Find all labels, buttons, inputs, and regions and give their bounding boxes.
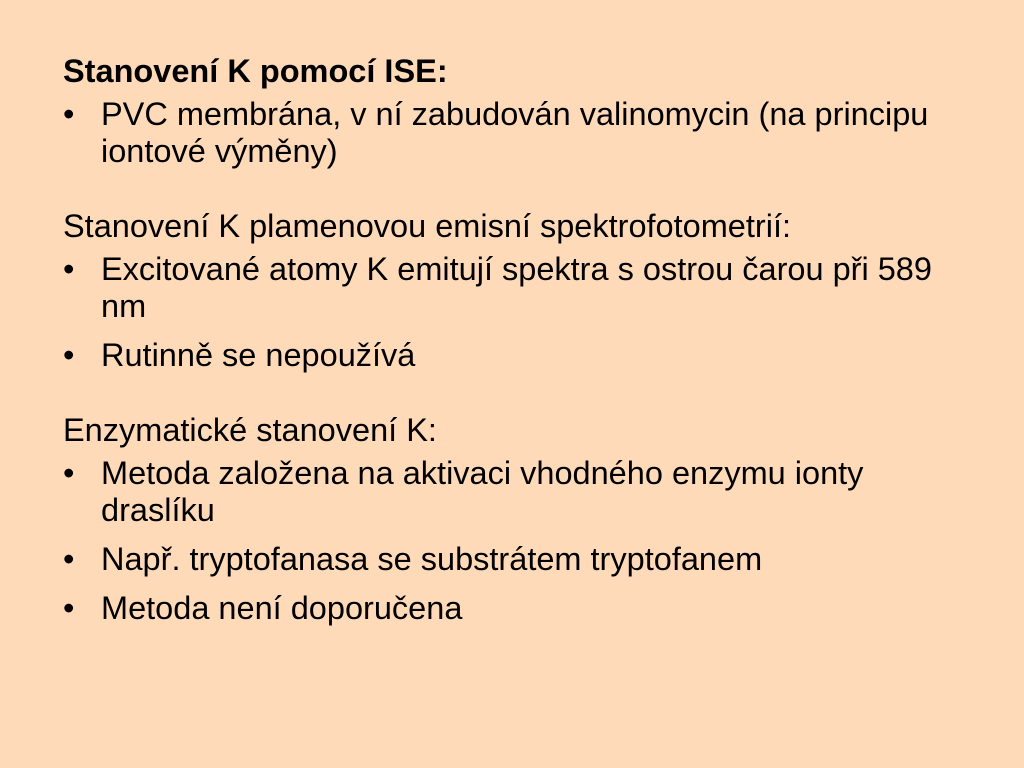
bullet-icon: • — [63, 455, 75, 491]
bullet-text: Excitované atomy K emitují spektra s ostrou čarou při 589 nm — [101, 251, 932, 324]
section-ise — [63, 53, 984, 170]
bullet-item — [63, 96, 984, 170]
bullet-icon: • — [63, 590, 75, 626]
bullet-text: PVC membrána, v ní zabudován valinomycin (na principu iontové výměny) — [101, 96, 929, 169]
section-heading: Enzymatické stanovení K: — [63, 412, 437, 448]
bullet-text: Metoda není doporučena — [101, 590, 463, 626]
bullet-item — [63, 455, 984, 529]
section-heading: Stanovení K pomocí ISE: — [63, 53, 448, 89]
bullet-item — [63, 251, 984, 325]
bullet-item — [63, 590, 984, 627]
bullet-text: Rutinně se nepoužívá — [101, 337, 416, 373]
section-flame-photometry — [63, 208, 984, 374]
bullet-item — [63, 541, 984, 578]
bullet-list — [63, 251, 984, 374]
section-enzymatic — [63, 412, 984, 627]
bullet-text: Metoda založena na aktivaci vhodného enzymu ionty draslíku — [101, 455, 864, 528]
section-heading: Stanovení K plamenovou emisní spektrofotometrií: — [63, 208, 792, 244]
bullet-list — [63, 455, 984, 627]
bullet-item — [63, 337, 984, 374]
bullet-list — [63, 96, 984, 170]
bullet-icon: • — [63, 96, 75, 132]
bullet-text: Např. tryptofanasa se substrátem tryptofanem — [101, 541, 763, 577]
bullet-icon: • — [63, 337, 75, 373]
bullet-icon: • — [63, 541, 75, 577]
bullet-icon: • — [63, 251, 75, 287]
